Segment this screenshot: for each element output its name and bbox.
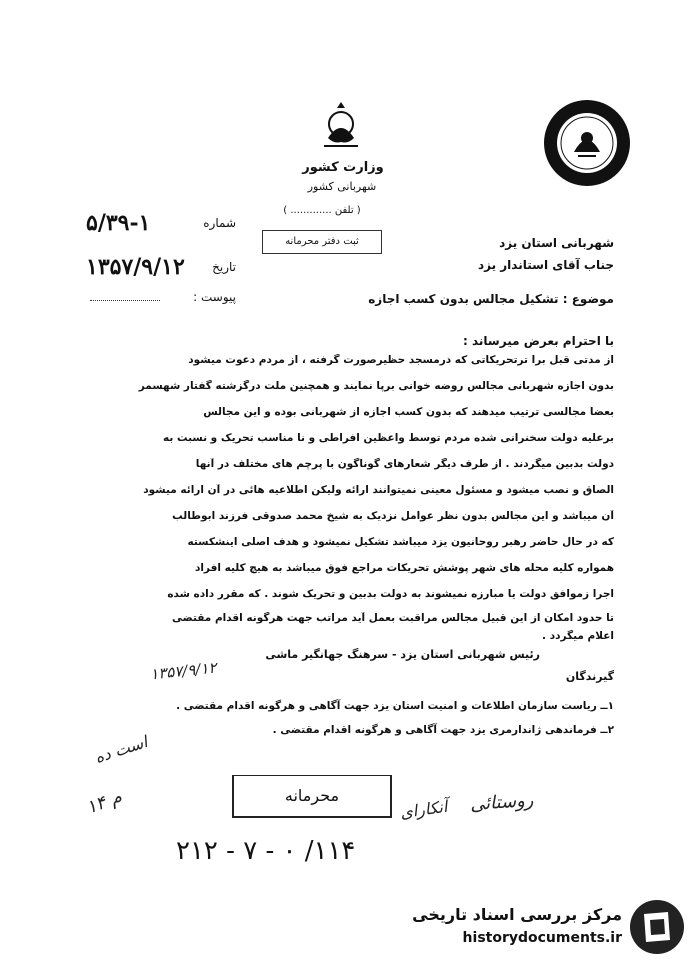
confidential-register-stamp: ثبت دفتر محرمانه	[262, 230, 382, 254]
number-value: ۵/۳۹-۱	[86, 210, 151, 236]
signature-date-handwritten: ۱۳۵۷/۹/۱۲	[149, 658, 218, 684]
signature-scrawl: آنکارای	[398, 796, 449, 823]
recipients-title: گیرندگان	[565, 670, 614, 683]
body-line: آن میباشد و این مجالس بدون نظر عوامل نزدیک به شیخ محمد صدوقی فرزند ابوطالب	[172, 510, 614, 522]
body-line: دولت بدبین میگردند . از طرف دیگر شعارهای گوناگون با پرچم های مختلف در آنها	[195, 458, 614, 470]
number-label: شماره	[203, 216, 236, 230]
attachment-blank	[90, 300, 160, 301]
margin-note-handwritten: ۱۴ م	[83, 786, 125, 819]
phone-line: ( تلفن ............. )	[283, 205, 361, 216]
number-row	[86, 210, 236, 234]
body-line: که در حال حاضر رهبر روحانیون یزد میباشد تشکیل نمیشود و هدف اصلی اینشکسته	[187, 536, 614, 548]
body-line: همواره کلیه محله های شهر پوشش تحریکات مراجع فوق میباشد به هیچ کلیه افراد	[194, 562, 614, 574]
round-seal-icon	[544, 100, 630, 186]
ministry-title: وزارت کشور	[302, 160, 384, 175]
confidential-stamp-lower: محرمانه	[232, 775, 392, 818]
lion-sun-emblem-icon	[318, 100, 364, 152]
date-label: تاریخ	[212, 260, 236, 274]
cc-line: ۱ــ ریاست سازمان اطلاعات و امنیت استان یزد جهت آگاهی و هرگونه اقدام مقتضی .	[176, 700, 614, 712]
signature-scrawl: روستائی	[469, 789, 535, 816]
archive-url[interactable]: historydocuments.ir	[462, 930, 622, 946]
attachment-row	[86, 290, 236, 308]
archive-logo-icon	[628, 898, 686, 956]
salutation: با احترام بعرض میرساند :	[463, 334, 614, 348]
department-title: شهربانی کشور	[307, 180, 377, 193]
body-line: اجرا زموافق دولت یا مبارزه نمیشوند به دولت بدبین و تحریک شوند . که مقرر داده شده	[167, 588, 614, 600]
signature-line: رئیس شهربانی استان یزد - سرهنگ جهانگیر ماشی	[265, 648, 540, 661]
body-line: الصاق و نصب میشود و مسئول معینی نمیتوانند ارائه ولیکن اطلاعیه هائی در آن ارائه میشود	[143, 484, 614, 496]
recipient-line-1: شهربانی استان یزد	[499, 236, 614, 250]
recipient-line-2: جناب آقای استاندار یزد	[477, 258, 614, 272]
date-row	[86, 254, 236, 278]
attachment-label: پیوست :	[193, 290, 236, 304]
body-line: از مدتی قبل برا ترتحریکاتی که درمسجد حظیرصورت گرفته ، از مردم دعوت میشود	[188, 354, 614, 366]
margin-note-handwritten: است ده	[92, 732, 150, 767]
body-line: اعلام میگردد .	[542, 630, 614, 642]
cc-line: ۲ــ فرماندهی ژاندارمری یزد جهت آگاهی و هرگونه اقدام مقتضی .	[272, 724, 614, 736]
body-line: تا حدود امکان از این قبیل مجالس مراقبت بعمل آید مراتب جهت هرگونه اقدام مقتضی	[171, 612, 614, 624]
body-line: بدون اجازه شهربانی مجالس روضه خوانی برپا نمایند و همچنین ملت درگزشته گفتار شهسمر	[138, 380, 614, 392]
archive-title: مرکز بررسی اسناد تاریخی	[412, 905, 622, 924]
subject-line: موضوع : تشکیل مجالس بدون کسب اجازه	[368, 292, 614, 306]
body-line: بعضاً مجالسی ترتیب میدهند که بدون کسب اجازه از شهربانی بوده و این مجالس	[203, 406, 614, 418]
bottom-handwritten-number: ۲۱۲ - ۷ - ۰ /۱۱۴	[176, 836, 356, 866]
date-value: ۱۳۵۷/۹/۱۲	[86, 254, 185, 280]
body-line: برعلیه دولت سخنرانی شده مردم توسط واعظین افراطی و نا مناسب تحریک و نسبت به	[163, 432, 614, 444]
